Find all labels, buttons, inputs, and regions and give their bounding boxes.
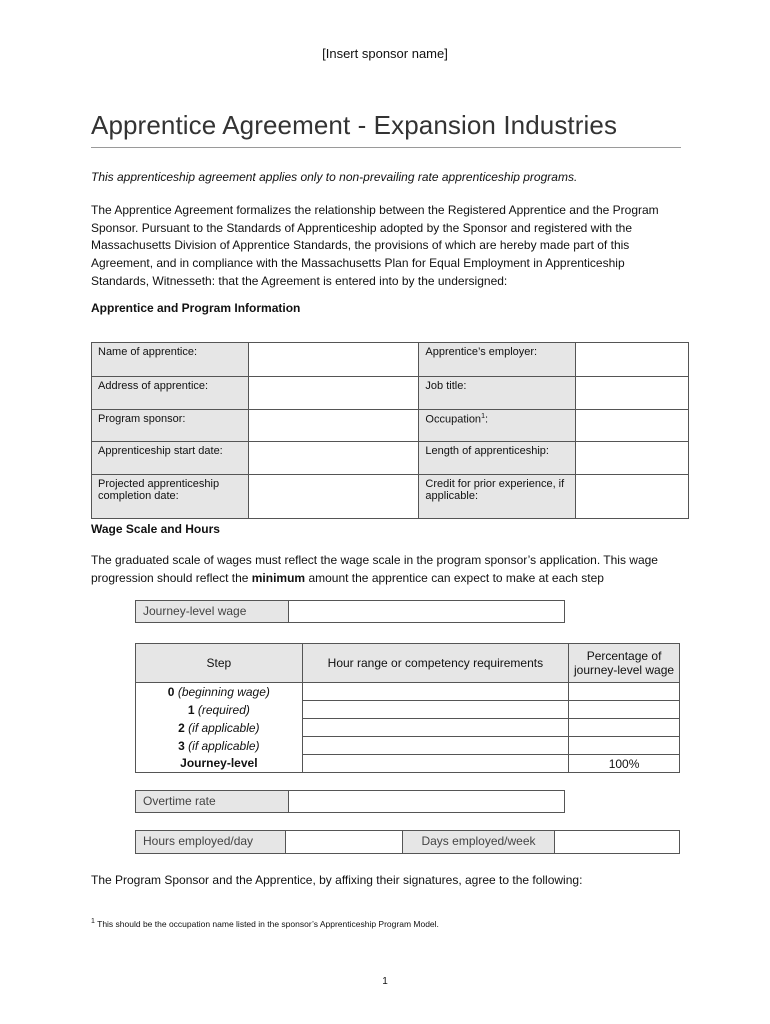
name-of-apprentice-field[interactable]: [248, 343, 419, 377]
percentage-field[interactable]: 100%: [569, 755, 680, 773]
page-title: Apprentice Agreement - Expansion Industries: [91, 110, 618, 140]
step-number: 1: [187, 702, 195, 717]
hour-range-field[interactable]: [302, 683, 568, 701]
closing-statement: The Program Sponsor and the Apprentice, by affixing their signatures, agree to the following:: [91, 873, 583, 887]
program-info-table: [91, 342, 689, 519]
hour-range-field[interactable]: [302, 737, 568, 755]
step-note: (if applicable): [188, 720, 260, 735]
step-number: 0: [167, 684, 175, 699]
days-per-week-label: Days employed/week: [403, 831, 555, 853]
wage-description-text: The graduated scale of wages must reflect the wage scale in the program sponsor’s application. This wage progression should reflect the: [91, 553, 658, 585]
wage-scale-heading: Wage Scale and Hours: [91, 522, 220, 536]
occupation-field[interactable]: [576, 410, 689, 442]
step-column-header: Step: [136, 644, 303, 683]
percentage-column-header: Percentage of journey-level wage: [569, 644, 680, 683]
step-cell: [136, 701, 303, 719]
title-divider: [91, 147, 681, 148]
step-number: 2: [178, 720, 185, 735]
overtime-rate-label: Overtime rate: [136, 791, 289, 812]
footnote-marker: 1: [481, 413, 485, 420]
completion-date-label: Projected apprenticeship completion date:: [92, 475, 249, 519]
hour-range-field[interactable]: [302, 755, 568, 773]
wage-description-text-end: amount the apprentice can expect to make at each step: [305, 570, 604, 585]
table-row: [136, 701, 680, 719]
percentage-field[interactable]: [569, 683, 680, 701]
wage-description-emphasis: minimum: [251, 570, 306, 585]
journey-level-wage-row: [135, 600, 565, 623]
percentage-field[interactable]: [569, 719, 680, 737]
step-number: 3: [178, 738, 185, 753]
job-title-label: Job title:: [419, 377, 576, 410]
journey-level-wage-label: Journey-level wage: [136, 601, 289, 622]
days-per-week-field[interactable]: [555, 831, 679, 853]
hour-range-column-header: Hour range or competency requirements: [302, 644, 568, 683]
table-row: [136, 683, 680, 701]
length-of-apprenticeship-label: Length of apprenticeship:: [419, 442, 576, 475]
percentage-field[interactable]: [569, 737, 680, 755]
occupation-label: [419, 410, 576, 442]
hours-days-row: [135, 830, 680, 854]
footnote-text: This should be the occupation name listed in the sponsor’s Apprenticeship Program Model.: [97, 918, 439, 929]
intro-paragraph: The Apprentice Agreement formalizes the relationship between the Registered Apprentice and the Program Sponsor. Pursuant to the Standards of Apprenticeship adopted by the Sponsor and registered with the Massachusetts Division of Apprentice Standards, the provisions of which are hereby made part of this Agreement, and in compliance with the Massachusetts Plan for Equal Employment in Apprenticeship Standards, Witnesseth: that the Agreement is entered into by the undersigned:: [91, 203, 659, 288]
step-cell: [136, 737, 303, 755]
percentage-field[interactable]: [569, 701, 680, 719]
step-cell: [136, 719, 303, 737]
overtime-rate-field[interactable]: [289, 791, 564, 812]
prior-experience-credit-field[interactable]: [576, 475, 689, 519]
name-of-apprentice-label: Name of apprentice:: [92, 343, 249, 377]
program-info-heading: Apprentice and Program Information: [91, 301, 301, 315]
sponsor-name-placeholder: [Insert sponsor name]: [322, 46, 448, 61]
start-date-label: Apprenticeship start date:: [92, 442, 249, 475]
hours-per-day-field[interactable]: [286, 831, 403, 853]
job-title-field[interactable]: [576, 377, 689, 410]
hour-range-field[interactable]: [302, 701, 568, 719]
start-date-field[interactable]: [248, 442, 419, 475]
program-sponsor-field[interactable]: [248, 410, 419, 442]
apprentice-employer-label: Apprentice’s employer:: [419, 343, 576, 377]
step-number: Journey-level: [180, 756, 258, 771]
address-of-apprentice-field[interactable]: [248, 377, 419, 410]
overtime-rate-row: [135, 790, 565, 813]
wage-step-table: [135, 643, 680, 773]
apprentice-employer-field[interactable]: [576, 343, 689, 377]
table-row: [136, 719, 680, 737]
step-note: (required): [197, 702, 250, 717]
prior-experience-credit-label: Credit for prior experience, if applicable:: [419, 475, 576, 519]
table-row: [136, 755, 680, 773]
table-row: [136, 737, 680, 755]
occupation-label-colon: :: [484, 413, 489, 426]
footnote-number: 1: [91, 918, 95, 925]
length-of-apprenticeship-field[interactable]: [576, 442, 689, 475]
hour-range-field[interactable]: [302, 719, 568, 737]
step-cell: [136, 683, 303, 701]
step-cell: [136, 755, 303, 773]
wage-description: [91, 552, 691, 587]
step-note: (beginning wage): [177, 684, 270, 699]
scope-note: This apprenticeship agreement applies only to non-prevailing rate apprenticeship programs.: [91, 170, 578, 184]
journey-level-wage-field[interactable]: [289, 601, 564, 622]
address-of-apprentice-label: Address of apprentice:: [92, 377, 249, 410]
step-note: (if applicable): [188, 738, 260, 753]
page-number: 1: [382, 976, 388, 987]
completion-date-field[interactable]: [248, 475, 419, 519]
program-sponsor-label: Program sponsor:: [92, 410, 249, 442]
footnote: [91, 918, 439, 929]
occupation-label-text: Occupation: [425, 413, 482, 426]
hours-per-day-label: Hours employed/day: [136, 831, 286, 853]
